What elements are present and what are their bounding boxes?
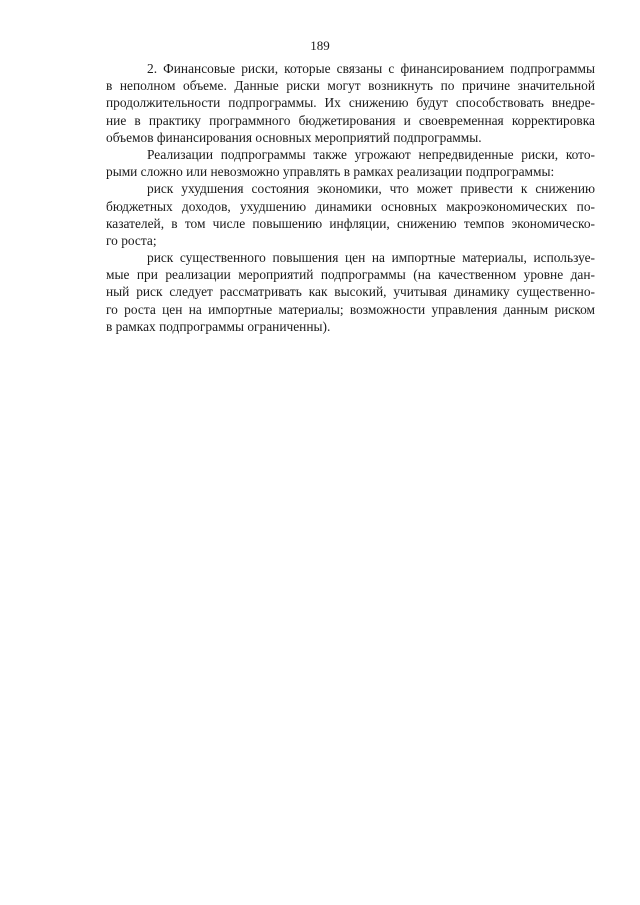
text-line: мые при реализации мероприятий подпрограммы (на качественном уровне дан- [106, 267, 595, 283]
text-line: риск существенного повышения цен на импортные материалы, используе- [147, 250, 595, 266]
page-number: 189 [310, 38, 330, 53]
text-line: риск ухудшения состояния экономики, что может привести к снижению [147, 181, 595, 197]
text-line: Реализации подпрограммы также угрожают непредвиденные риски, кото- [147, 146, 595, 162]
text-line: го роста цен на импортные материалы; возможности управления данным риском [106, 301, 595, 317]
text-line: ние в практику программного бюджетирования и своевременная корректировка [106, 112, 595, 128]
paragraph-financial-risks [106, 60, 595, 146]
text-line: го роста; [106, 232, 157, 248]
text-line: в рамках подпрограммы ограниченны). [106, 318, 331, 334]
text-line: в неполном объеме. Данные риски могут возникнуть по причине значительной [106, 78, 595, 94]
document-body [106, 60, 595, 335]
text-line: бюджетных доходов, ухудшению динамики основных макроэкономических по- [106, 198, 595, 214]
paragraph-economy-risk [106, 180, 595, 249]
text-line: 2. Финансовые риски, которые связаны с финансированием подпрограммы [147, 61, 595, 76]
text-line: казателей, в том числе повышению инфляции, снижению темпов экономическо- [106, 215, 595, 231]
text-line: ный риск следует рассматривать как высокий, учитывая динамику существенно- [106, 284, 595, 300]
text-line: объемов финансирования основных мероприятий подпрограммы. [106, 129, 482, 145]
paragraph-import-price-risk [106, 249, 595, 335]
text-line: продолжительности подпрограммы. Их снижению будут способствовать внедре- [106, 95, 595, 111]
paragraph-unforeseen-risks [106, 146, 595, 180]
text-line: рыми сложно или невозможно управлять в рамках реализации подпрограммы: [106, 164, 555, 180]
